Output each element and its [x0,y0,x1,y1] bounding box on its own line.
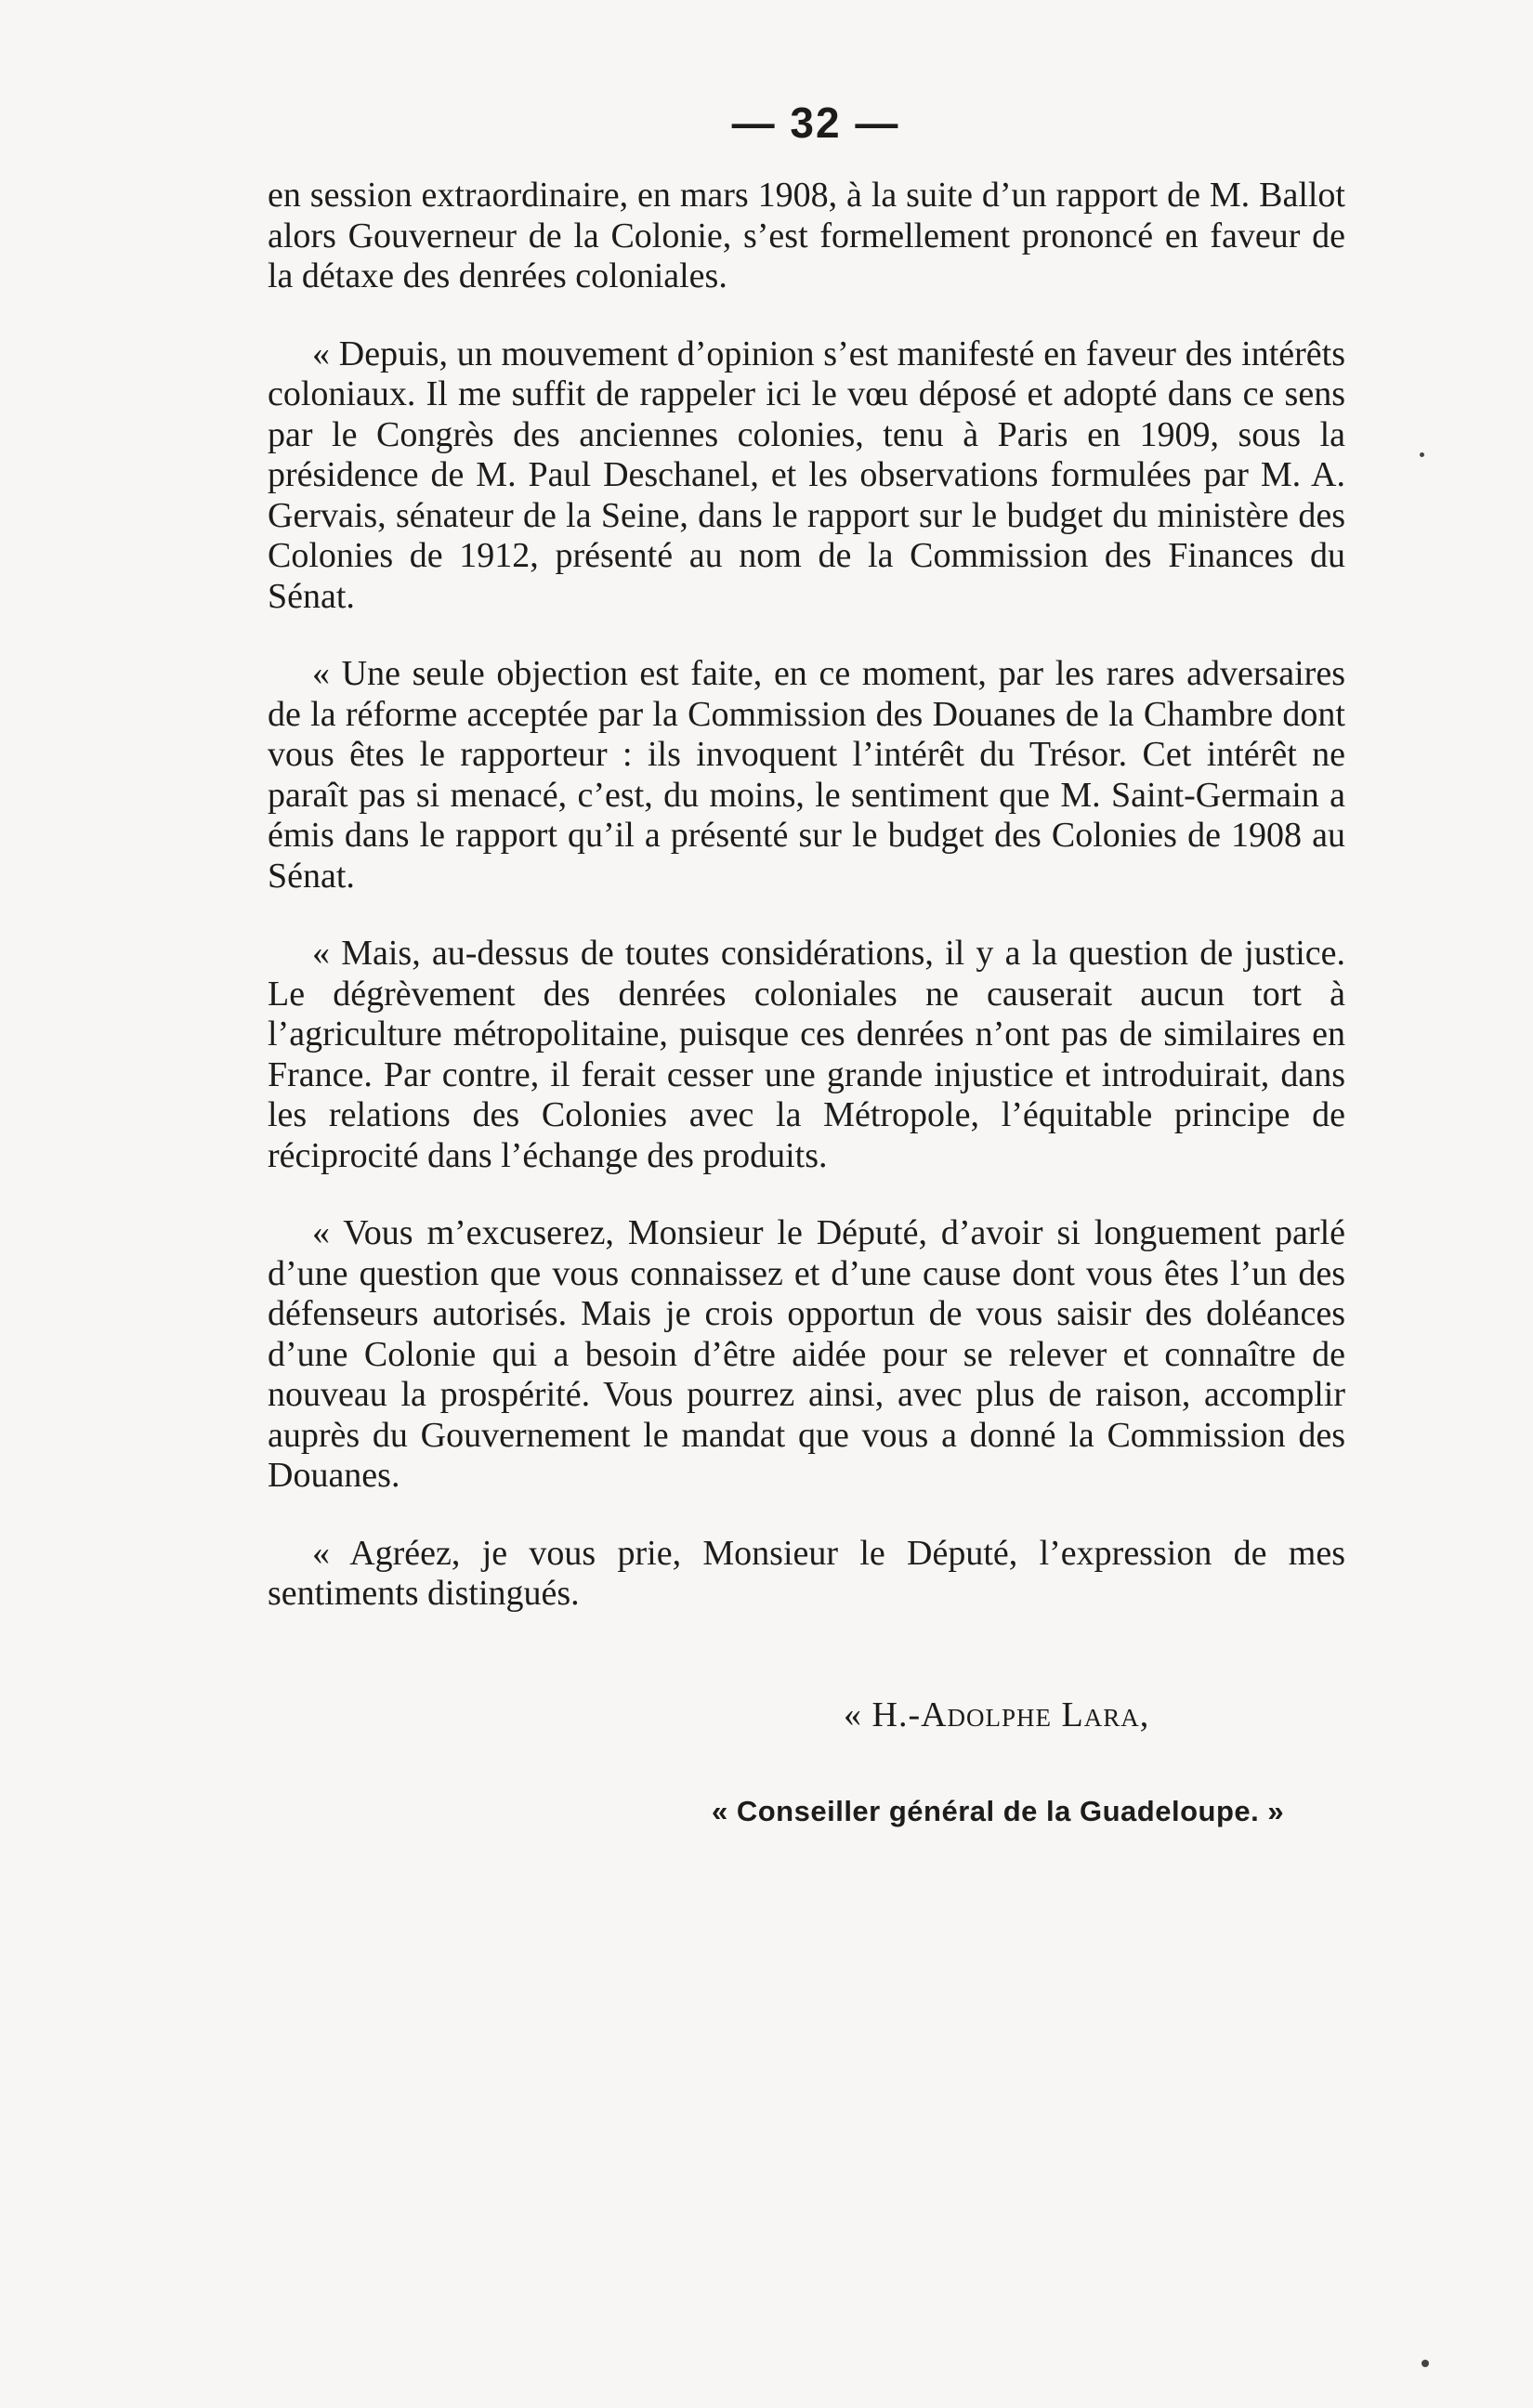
paragraph-continuation: en session extraordinaire, en mars 1908, à la suite d’un rapport de M. Ballot alors Gouverneur de la Colonie, s’est formellement prononcé en faveur de la détaxe des denrées coloniales. [268,176,1345,295]
paragraph-justice: « Mais, au-dessus de toutes considérations, il y a la question de justice. Le dégrèvement des denrées coloniales ne causerait aucun tort à l’agriculture métropolitaine, puisque ces denrées n’ont pas de similaires en France. Par contre, il ferait cesser une grande injustice et introduirait, dans les relations des Colonies avec la Métropole, l’équitable principe de réciprocité dans l’échange des produits. [268,934,1345,1175]
signature-title: « Conseiller général de la Guadeloupe. » [712,1794,1285,1827]
paragraph-opinion-movement: « Depuis, un mouvement d’opinion s’est manifesté en faveur des intérêts coloniaux. Il me suffit de rappeler ici le vœu déposé et adopté dans ce sens par le Congrès des anciennes colonies, tenu à Paris en 1909, sous la présidence de M. Paul Deschanel, et les observations formulées par M. A. Gervais, sénateur de la Seine, dans le rapport sur le budget du ministère des Colonies de 1912, présenté au nom de la Commission des Finances du Sénat. [268,334,1345,616]
signature-prefix: « [844,1695,872,1734]
page-number: — 32 — [731,98,900,147]
paragraph-closing: « Agréez, je vous prie, Monsieur le Député, l’expression de mes sentiments distingués. [268,1533,1345,1613]
scan-speck [1420,452,1424,457]
paragraph-objection: « Une seule objection est faite, en ce moment, par les rares adversaires de la réforme acceptée par la Commission des Douanes de la Chambre dont vous êtes le rapporteur : ils invoquent l’intérêt du Trésor. Cet intérêt ne paraît pas si menacé, c’est, du moins, le sentiment que M. Saint-Germain a émis dans le rapport qu’il a présenté sur le budget des Colonies de 1908 au Sénat. [268,654,1345,896]
paragraph-excuse: « Vous m’excuserez, Monsieur le Député, d’avoir si longuement parlé d’une question que vous connaissez et d’une cause dont vous êtes l’un des défenseurs autorisés. Mais je crois opportun de vous saisir des doléances d’une Colonie qui a besoin d’être aidée pour se relever et connaître de nouveau la prospérité. Vous pourrez ainsi, avec plus de raison, accomplir auprès du Gouvernement le mandat que vous a donné la Commission des Douanes. [268,1213,1345,1495]
signature [268,1695,1345,1735]
scan-speck [1422,2360,1429,2367]
signature-name: H.-Adolphe Lara, [871,1695,1150,1734]
document-page [268,98,1345,1828]
